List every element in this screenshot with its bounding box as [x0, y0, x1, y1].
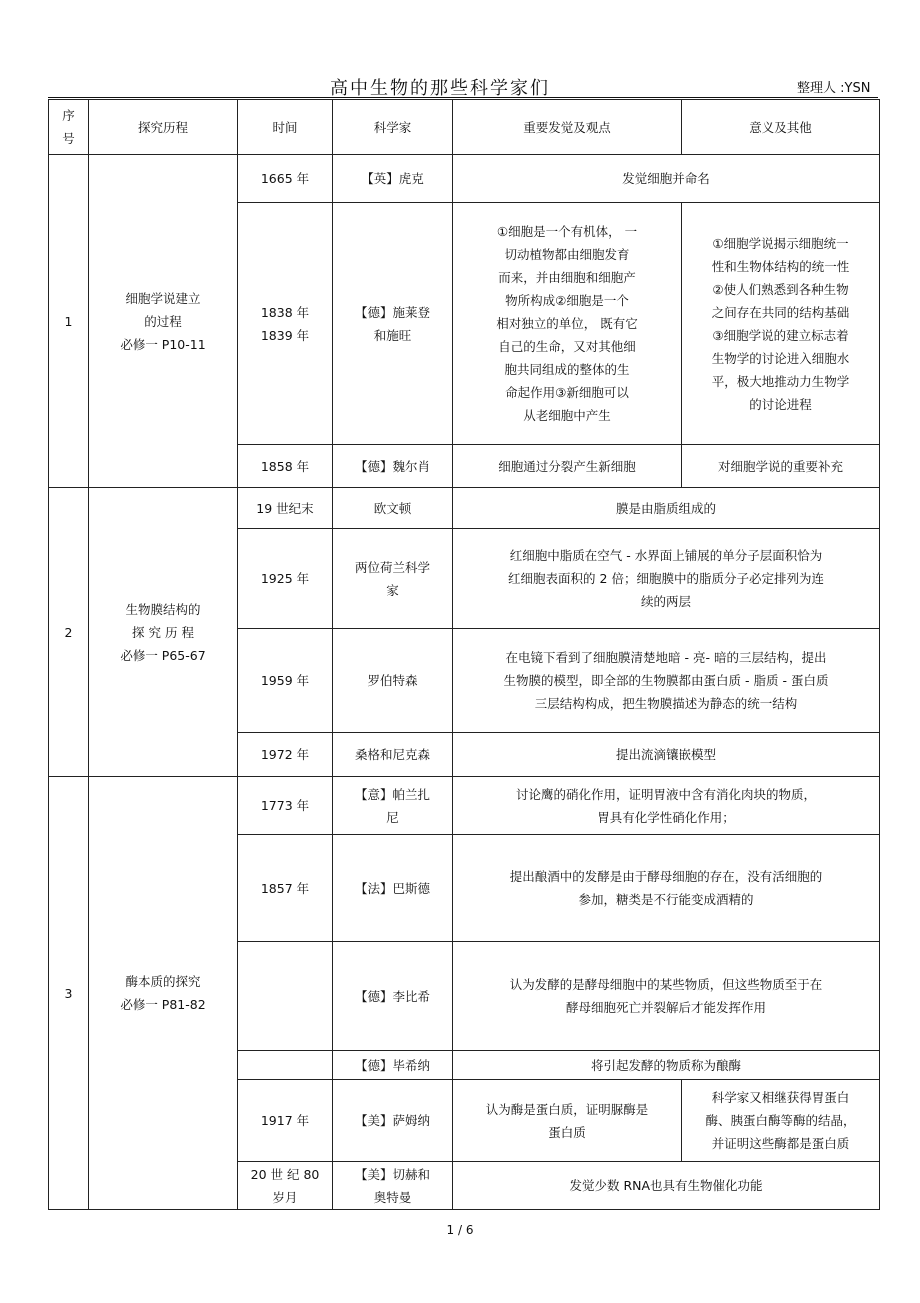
page-number: 1 / 6 — [446, 1223, 474, 1237]
section-topic: 细胞学说建立 的过程 必修一 P10-11 — [89, 155, 238, 488]
finding-cell: 认为发酵的是酵母细胞中的某些物质，但这些物质至于在 酵母细胞死亡并裂解后才能发挥作用 — [453, 942, 880, 1051]
significance-cell: ①细胞学说揭示细胞统一 性和生物体结构的统一性 ②使人们熟悉到各种生物 之间存在共同的结构基础 ③细胞学说的建立标志着 生物学的讨论进入细胞水 平，极大地推动力生物学 的讨论进程 — [682, 203, 880, 445]
scientist-cell: 【德】魏尔肖 — [333, 445, 453, 488]
finding-cell: 在电镜下看到了细胞膜清楚地暗 - 亮- 暗的三层结构，提出 生物膜的模型，即全部的生物膜都由蛋白质 - 脂质 - 蛋白质 三层结构构成，把生物膜描述为静态的统一结构 — [453, 629, 880, 733]
header-significance: 意义及其他 — [682, 100, 880, 155]
section-number: 2 — [49, 488, 89, 777]
scientist-cell: 【英】虎克 — [333, 155, 453, 203]
finding-cell: 细胞通过分裂产生新细胞 — [453, 445, 682, 488]
finding-cell: 膜是由脂质组成的 — [453, 488, 880, 529]
finding-cell: 将引起发酵的物质称为酿酶 — [453, 1051, 880, 1080]
time-cell: 1959 年 — [238, 629, 333, 733]
time-cell: 1838 年 1839 年 — [238, 203, 333, 445]
scientist-cell: 【德】李比希 — [333, 942, 453, 1051]
scientist-cell: 【德】毕希纳 — [333, 1051, 453, 1080]
finding-cell: 红细胞中脂质在空气 - 水界面上铺展的单分子层面积恰为 红细胞表面积的 2 倍；细胞膜中的脂质分子必定排列为连 续的两层 — [453, 529, 880, 629]
finding-cell: 认为酶是蛋白质，证明脲酶是 蛋白质 — [453, 1080, 682, 1162]
finding-cell: 发觉细胞并命名 — [453, 155, 880, 203]
time-cell: 1773 年 — [238, 777, 333, 835]
scientist-cell: 【法】巴斯德 — [333, 835, 453, 942]
finding-cell: 提出酿酒中的发酵是由于酵母细胞的存在，没有活细胞的 参加，糖类是不行能变成酒精的 — [453, 835, 880, 942]
table-row — [49, 488, 880, 529]
finding-cell: 发觉少数 RNA也具有生物催化功能 — [453, 1162, 880, 1210]
section-number: 1 — [49, 155, 89, 488]
time-cell — [238, 1051, 333, 1080]
finding-cell: 提出流滴镶嵌模型 — [453, 733, 880, 777]
time-cell: 1665 年 — [238, 155, 333, 203]
scientist-cell: 【美】萨姆纳 — [333, 1080, 453, 1162]
scientist-cell: 【美】切赫和 奥特曼 — [333, 1162, 453, 1210]
header-time: 时间 — [238, 100, 333, 155]
significance-cell: 对细胞学说的重要补充 — [682, 445, 880, 488]
header-scientist: 科学家 — [333, 100, 453, 155]
time-cell — [238, 942, 333, 1051]
scientist-cell: 两位荷兰科学 家 — [333, 529, 453, 629]
time-cell: 20 世 纪 80 岁月 — [238, 1162, 333, 1210]
scientist-cell: 欧文顿 — [333, 488, 453, 529]
finding-cell: ①细胞是一个有机体， 一 切动植物都由细胞发育 而来，并由细胞和细胞产 物所构成②细胞是一个 相对独立的单位， 既有它 自己的生命，又对其他细 胞共同组成的整体的生 命起作用③新细胞可以 从老细胞中产生 — [453, 203, 682, 445]
header-process: 探究历程 — [89, 100, 238, 155]
finding-cell: 讨论鹰的硝化作用，证明胃液中含有消化肉块的物质， 胃具有化学性硝化作用； — [453, 777, 880, 835]
scientist-cell: 【意】帕兰扎 尼 — [333, 777, 453, 835]
scientist-cell: 桑格和尼克森 — [333, 733, 453, 777]
scientist-cell: 【德】施莱登 和施旺 — [333, 203, 453, 445]
significance-cell: 科学家又相继获得胃蛋白 酶、胰蛋白酶等酶的结晶， 并证明这些酶都是蛋白质 — [682, 1080, 880, 1162]
section-topic: 生物膜结构的 探 究 历 程 必修一 P65-67 — [89, 488, 238, 777]
title-underline — [48, 97, 878, 98]
time-cell: 1857 年 — [238, 835, 333, 942]
table-row — [49, 155, 880, 203]
table-row — [49, 777, 880, 835]
header-finding: 重要发觉及观点 — [453, 100, 682, 155]
time-cell: 19 世纪末 — [238, 488, 333, 529]
section-topic: 酶本质的探究 必修一 P81-82 — [89, 777, 238, 1210]
time-cell: 1858 年 — [238, 445, 333, 488]
time-cell: 1925 年 — [238, 529, 333, 629]
organizer-label: 整理人 :YSN — [797, 81, 871, 96]
section-number: 3 — [49, 777, 89, 1210]
header-index: 序 号 — [49, 100, 89, 155]
scientists-table — [48, 99, 880, 1210]
scientist-cell: 罗伯特森 — [333, 629, 453, 733]
time-cell: 1972 年 — [238, 733, 333, 777]
page-title: 高中生物的那些科学家们 — [330, 78, 550, 99]
time-cell: 1917 年 — [238, 1080, 333, 1162]
header-row — [49, 100, 880, 155]
